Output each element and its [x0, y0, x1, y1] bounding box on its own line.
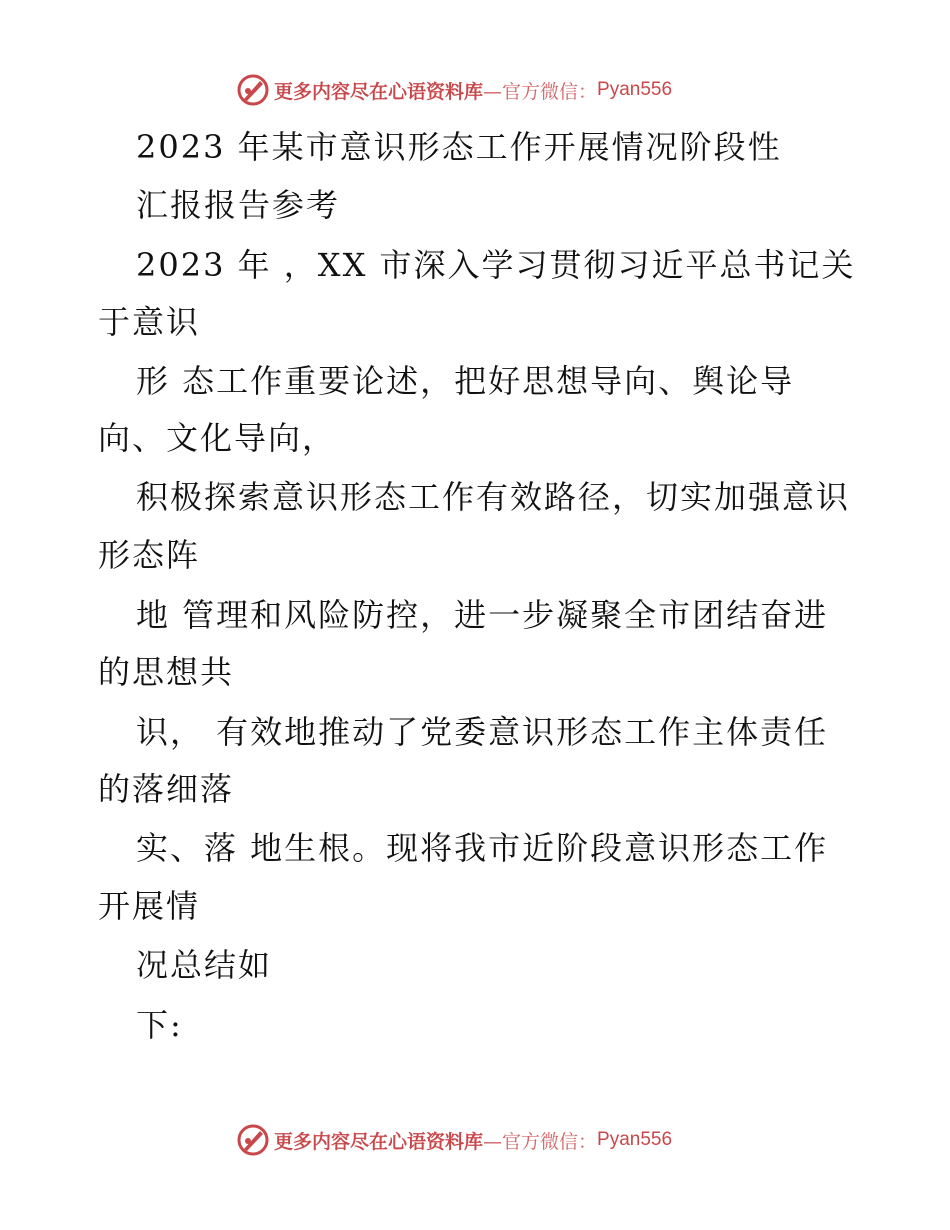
body-line: 积极探索意识形态工作有效路径，切实加强意识 — [136, 478, 851, 516]
body-line: 地 管理和风险防控，进一步凝聚全市团结奋进 — [136, 596, 829, 634]
body-line: 实、落 地生根。现将我市近阶段意识形态工作 — [136, 829, 829, 867]
banner-brand-text: 更多内容尽在心语资料库 — [274, 80, 484, 103]
document-title-line-1: 2023 年某市意识形态工作开展情况阶段性 — [136, 128, 782, 166]
banner-official-text: —官方微信： — [483, 1130, 598, 1153]
document-title-line-2: 汇报报告参考 — [136, 186, 341, 224]
banner-wechat-id: Pyan556 — [597, 1129, 673, 1150]
body-line: 况总结如 — [136, 946, 273, 984]
body-line: 的落细落 — [98, 770, 235, 808]
footer-watermark-banner — [236, 1122, 672, 1158]
body-line: 的思想共 — [98, 653, 235, 691]
banner-brand-text: 更多内容尽在心语资料库 — [274, 1130, 484, 1153]
body-line: 识， 有效地推动了党委意识形态工作主体责任 — [136, 713, 829, 751]
body-line: 2023 年 ，XX 市深入学习贯彻习近平总书记关 — [136, 246, 856, 284]
quill-logo-icon — [236, 73, 270, 107]
body-line: 下: — [136, 1006, 183, 1044]
header-watermark-banner — [236, 72, 672, 108]
banner-wechat-id: Pyan556 — [597, 79, 673, 100]
body-line: 开展情 — [98, 887, 201, 925]
body-line: 形 态工作重要论述，把好思想导向、舆论导 — [136, 362, 795, 400]
quill-logo-icon — [236, 1123, 270, 1157]
banner-official-text: —官方微信： — [483, 80, 598, 103]
body-line: 形态阵 — [98, 536, 201, 574]
body-line: 于意识 — [98, 303, 201, 341]
body-line: 向、文化导向， — [98, 419, 337, 457]
